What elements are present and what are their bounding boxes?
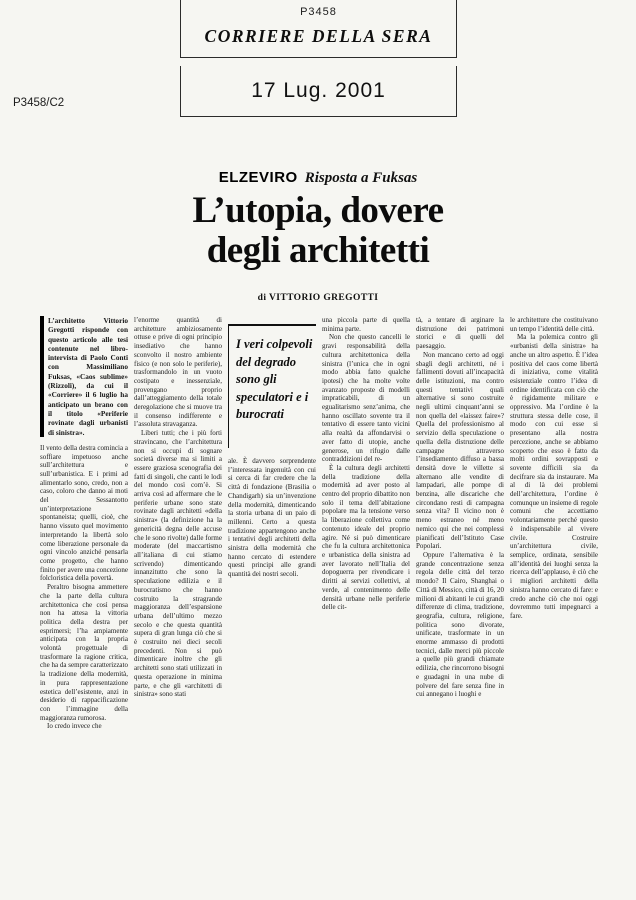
paragraph: Ma la polemica contro gli «urbanisti della sinistra» ha anche un altro aspetto. È l’idea positiva del caos come libertà di iniziativa, come vitalità esistenziale contro l’idea di ordine identificata con ciò che è rigidamente militare e oppressivo. Ma l’ordine è la struttura stessa delle cose, il modo con cui esse si presentano alla nostra percezione, anche se abbiamo scoperto che esso è fatto da molti ordini sovrapposti e sovente difficili sia da decifrare sia da instaurare. Ma al di là dei problemi dell’architettura, l’ordine è comunque un insieme di regole comuni che accettiamo volontariamente perché questo è indispensabile al vivere civile. Costruire un’architettura civile, semplice, ordinata, sensibile all’identità dei luoghi senza la ricerca dell’applauso, è ciò che i migliori architetti della sinistra hanno cercato di fare: e credo anche ciò che noi oggi dovremmo tutti impegnarci a fare. [510,333,598,620]
kicker: ELZEVIRO [218,169,298,186]
column-2 [134,316,222,882]
side-clip-code: P3458/C2 [13,97,65,109]
pull-quote: I veri colpevoli del degrado sono gli speculatori e i burocrati [228,324,316,448]
column-4 [322,316,410,882]
paragraph: Non che questo cancelli le gravi responsabilità della cultura architettonica della sinistra (l’unica che in ogni modo abbia fatto qualche ipotesi) che ha molte volte avanzato proposte di modelli impraticabili, di un egualitarismo senz’anima, che hanno oscillato sovente tra il tentativo di essere tanto vicini alla realtà da affondarvisi o aver fatto di utopie, anche generose, un rifugio dalle contraddizioni del re- [322,333,410,464]
clip-code: P3458 [300,6,337,18]
column-2-text [134,316,222,699]
standfirst: L’architetto Vittorio Gregotti risponde con questo articolo alle tesi contenute nel libro-intervista di Paolo Conti con Massimiliano Fuksas, «Caos sublime» (Rizzoli), da cui il «Corriere» il 6 luglio ha anticipato un brano con il titolo «Periferie rovinate dagli urbanisti di sinistra». [40,316,128,437]
clip-date: 17 Lug. 2001 [251,79,386,102]
paragraph: ale. È davvero sorprendente l’interessata ingenuità con cui si cerca di far credere che la città di fondazione (Brasilia o Chandigarh) sia un’invenzione della modernità, dimenticando la storia urbana di un paio di millenni. Certo a questa tradizione appartengono anche i tentativi degli architetti della sinistra della modernità che hanno cercato di estendere questi principi alle grandi quantità dei nostri secoli. [228,457,316,579]
paragraph: Liberi tutti; che i più forti stravincano, che l’architettura non si occupi di sognare società diverse ma si limiti a essere graziosa scenografia dei fatti di singoli, che canti le lodi del mondo così com’è. Si arriva così ad affermare che le periferie urbane sono state rovinate dagli architetti «della sinistra» (la definizione ha la genericità degna delle accuse che le sono rivolte) dalle forme moderate (del maccartismo all’italiana di cui stiamo scrivendo) dimenticando innanzitutto che sono la speculazione edilizia e il burocratismo che hanno costruito la stragrande maggioranza dell’espansione urbana dell’ultimo mezzo secolo e che questa quantità supera di gran lunga ciò che si è costruito nei dieci secoli precedenti. Non si può dimenticare inoltre che gli architetti sono stati utilizzati in questa operazione in minima parte, e che gli «architetti di sinistra» sono stati [134,429,222,699]
column-5-text [416,316,504,699]
masthead [180,0,457,58]
column-6-text [510,316,598,621]
paragraph: Oppure l’alternativa è la grande concentrazione senza regola delle città del terzo mondo? Il Cairo, Shanghai o Città di Messico, città di 16, 20 milioni di abitanti le cui grandi differenze di clima, tradizione, geografia, cultura, religione, politica sono divorate, unificate, trasformate in un enorme ammasso di prodotti tecnici, dalle merci più piccole a quelle più grandi chiamate edilizia, che rincorrono bisogni e guadagni in una nube di polvere del fare senza fine in cui annegano i luoghi e [416,550,504,699]
paragraph: Io credo invece che [47,722,102,731]
column-3 [228,316,316,882]
article-title [0,191,636,271]
date-box [180,66,457,117]
column-6 [510,316,598,882]
paragraph: Peraltro bisogna ammettere che la parte della cultura architettonica che così pensa non ha attesa la vittoria politica della destra per esprimersi; l’ha ampiamente anticipata con la propria volontà progettuale di trasformare la ragione critica, che ha da sempre caratterizzato la tradizione della modernità, in pura rappresentazione estetica dell’esistente, anzi in desiderio di rappacificazione con l’immagine della maggioranza rumorosa. [40,583,128,722]
title-line-1: L’utopia, dovere [192,190,444,231]
article-columns [40,316,598,882]
kicker-note: Risposta a Fuksas [304,170,418,186]
paragraph: Il vento della destra comincia a soffiare impetuoso anche sull’architettura e sull’urbanistica. E i primi ad alimentarlo sono, credo, non a caso, coloro che danno ai moti del Sessantotto un’interpretazione spontaneista; quelli, cioè, che hanno vissuto quel movimento interpretando la libertà solo come liberazione personale da ogni vincolo anziché pensarla come progetto, che hanno finito per avere una concezione folcloristica della povertà. [40,443,128,583]
title-line-2: degli architetti [206,229,430,271]
kicker-row [0,169,636,187]
newspaper-name: CORRIERE DELLA SERA [204,26,433,46]
column-3-text [228,457,316,579]
paragraph: Non mancano certo ad oggi sbagli degli architetti, né i fallimenti dovuti all’incapacità delle istituzioni, ma contro questi tentativi quali alternative si sono costruite negli ultimi cinquant’anni se non quella del «laissez faire»? Quella del professionismo al servizio della speculazione o quella della distruzione delle campagne attraverso l’insediamento diffuso a bassa densità dove le villette si alternano alle vendite di lampadari, alle pompe di benzina, alle discariche che circondano resti di campagna senza vita? Il vicino non è meno estraneo né meno nemico qui che nei complessi pianificati dell’Istituto Case Popolari. [416,350,504,551]
paragraph: le architetture che costituivano un tempo l’identità delle città. [510,316,598,333]
paragraph: l’enorme quantità di architetture ambiziosamente ottuse e prive di ogni principio insediativo che hanno sconvolto il nostro ambiente fisico (e non solo le periferie), trasformandolo in un vuoto costipato e inessenziale, provengano proprio dall’atteggiamento della totale deregolazione che si muove tra il consenso indifferente e l’assoluta stravaganza. [134,316,222,429]
column-1 [40,316,128,882]
paragraph: tà, a tentare di arginare la distruzione dei patrimoni storici e di quelli del paesaggio. [416,316,504,351]
byline: di VITTORIO GREGOTTI [257,293,379,303]
column-1-text [40,444,128,731]
column-4-text [322,316,410,612]
column-5 [416,316,504,882]
paragraph: È la cultura degli architetti della tradizione della modernità ad aver posto al centro del proprio dibattito non solo il tema dell’abitazione popolare ma la tensione verso la liberazione collettiva come contenuto ideale del proprio agire. Né si può dimenticare che fu la cultura architettonica e urbanistica della sinistra ad aver lavorato nell’Italia del dopoguerra per rivendicare i diritti ai servizi collettivi, al verde, al contenimento delle densità urbane nelle periferie delle cit- [322,463,410,612]
paragraph: una piccola parte di quella minima parte. [322,316,410,333]
